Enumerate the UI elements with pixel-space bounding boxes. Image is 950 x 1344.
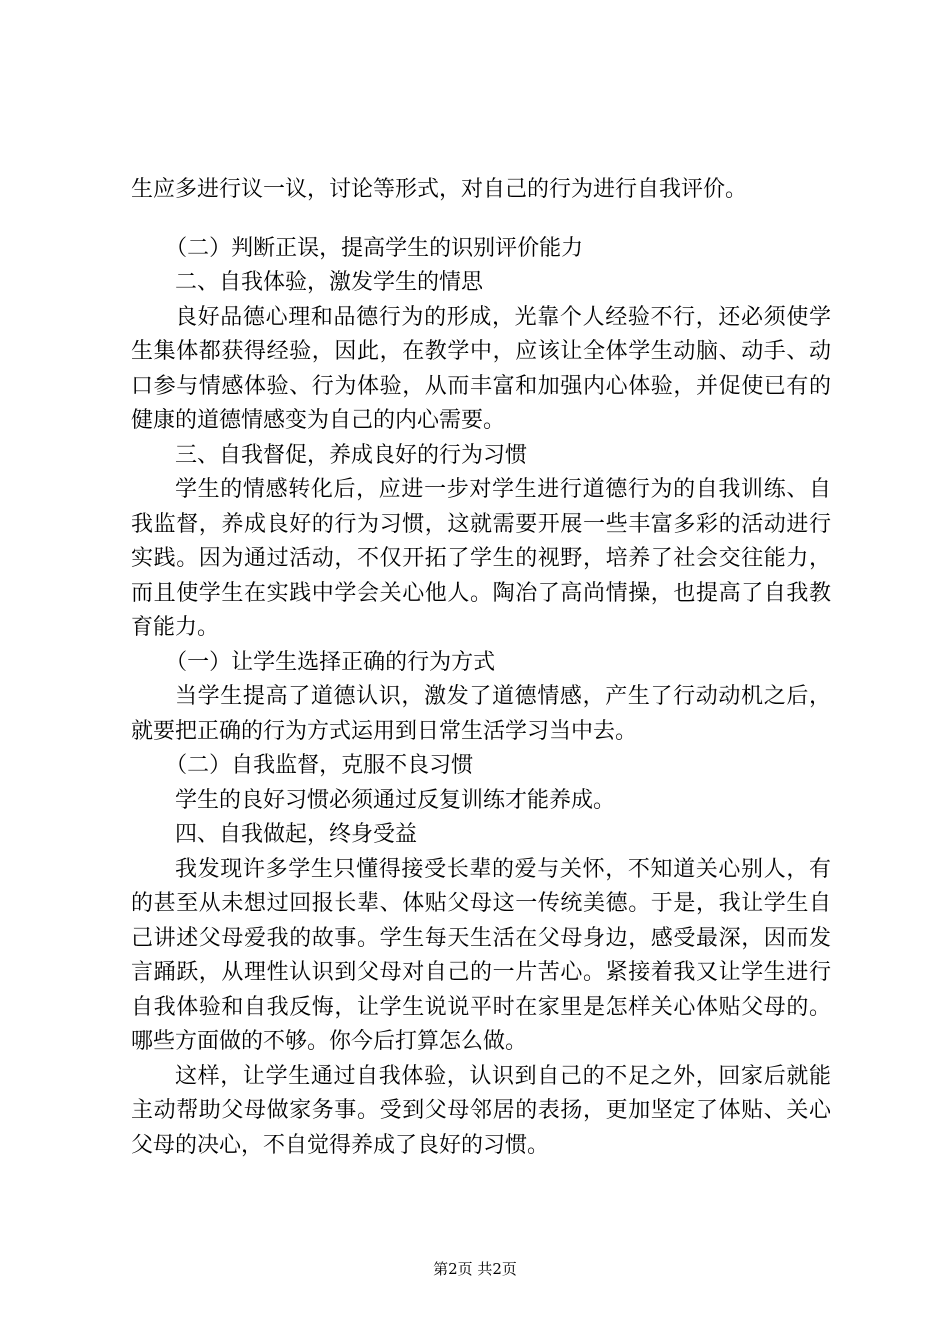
page-number-footer: 第2页 共2页 [433, 1260, 517, 1278]
heading-start-from-self: 四、自我做起，终身受益 [175, 822, 418, 847]
paragraph-self-experience: 良好品德心理和品德行为的形成，光靠个人经验不行，还必须使学生集体都获得经验，因此，在教学中，应该让全体学生动脑、动手、动口参与情感体验、行为体验，从而丰富和加强内心体验，并促使已有的健康的道德情感变为自己的内心需要。 [131, 304, 831, 433]
heading-self-supervision: 三、自我督促，养成良好的行为习惯 [175, 442, 528, 468]
paragraph-start-from-self: 我发现许多学生只懂得接受长辈的爱与关怀，不知道关心别人，有的甚至从未想过回报长辈、体贴父母这一传统美德。于是，我让学生自己讲述父母爱我的故事。学生每天生活在父母身边，感受最深，因而发言踊跃，从理性认识到父母对自己的一片苦心。紧接着我又让学生进行自我体验和自我反悔，让学生说说平时在家里是怎样关心体贴父母的。哪些方面做的不够。你今后打算怎么做。 [131, 856, 831, 1054]
heading-self-experience: 二、自我体验，激发学生的情思 [175, 270, 484, 295]
paragraph-self-supervision: 学生的情感转化后，应进一步对学生进行道德行为的自我训练、自我监督，养成良好的行为习惯，这就需要开展一些丰富多彩的活动进行实践。因为通过活动，不仅开拓了学生的视野，培养了社会交往能力，而且使学生在实践中学会关心他人。陶冶了高尚情操，也提高了自我教育能力。 [131, 477, 831, 640]
paragraph-choose-behavior: 当学生提高了道德认识，激发了道德情感，产生了行动动机之后，就要把正确的行为方式运用到日常生活学习当中去。 [131, 684, 831, 744]
subheading-judge-right-wrong: （二）判断正误，提高学生的识别评价能力 [165, 235, 584, 261]
document-body [131, 173, 831, 1163]
paragraph-continuation: 生应多进行议一议，讨论等形式，对自己的行为进行自我评价。 [131, 177, 748, 202]
paragraph-conclusion: 这样，让学生通过自我体验，认识到自己的不足之外，回家后就能主动帮助父母做家务事。受到父母邻居的表扬，更加坚定了体贴、关心父母的决心，不自觉得养成了良好的习惯。 [131, 1063, 831, 1158]
subheading-overcome-bad-habits: （二）自我监督，克服不良习惯 [165, 753, 474, 778]
paragraph-overcome-bad-habits: 学生的良好习惯必须通过反复训练才能养成。 [175, 787, 616, 813]
subheading-choose-behavior: （一）让学生选择正确的行为方式 [165, 649, 496, 675]
